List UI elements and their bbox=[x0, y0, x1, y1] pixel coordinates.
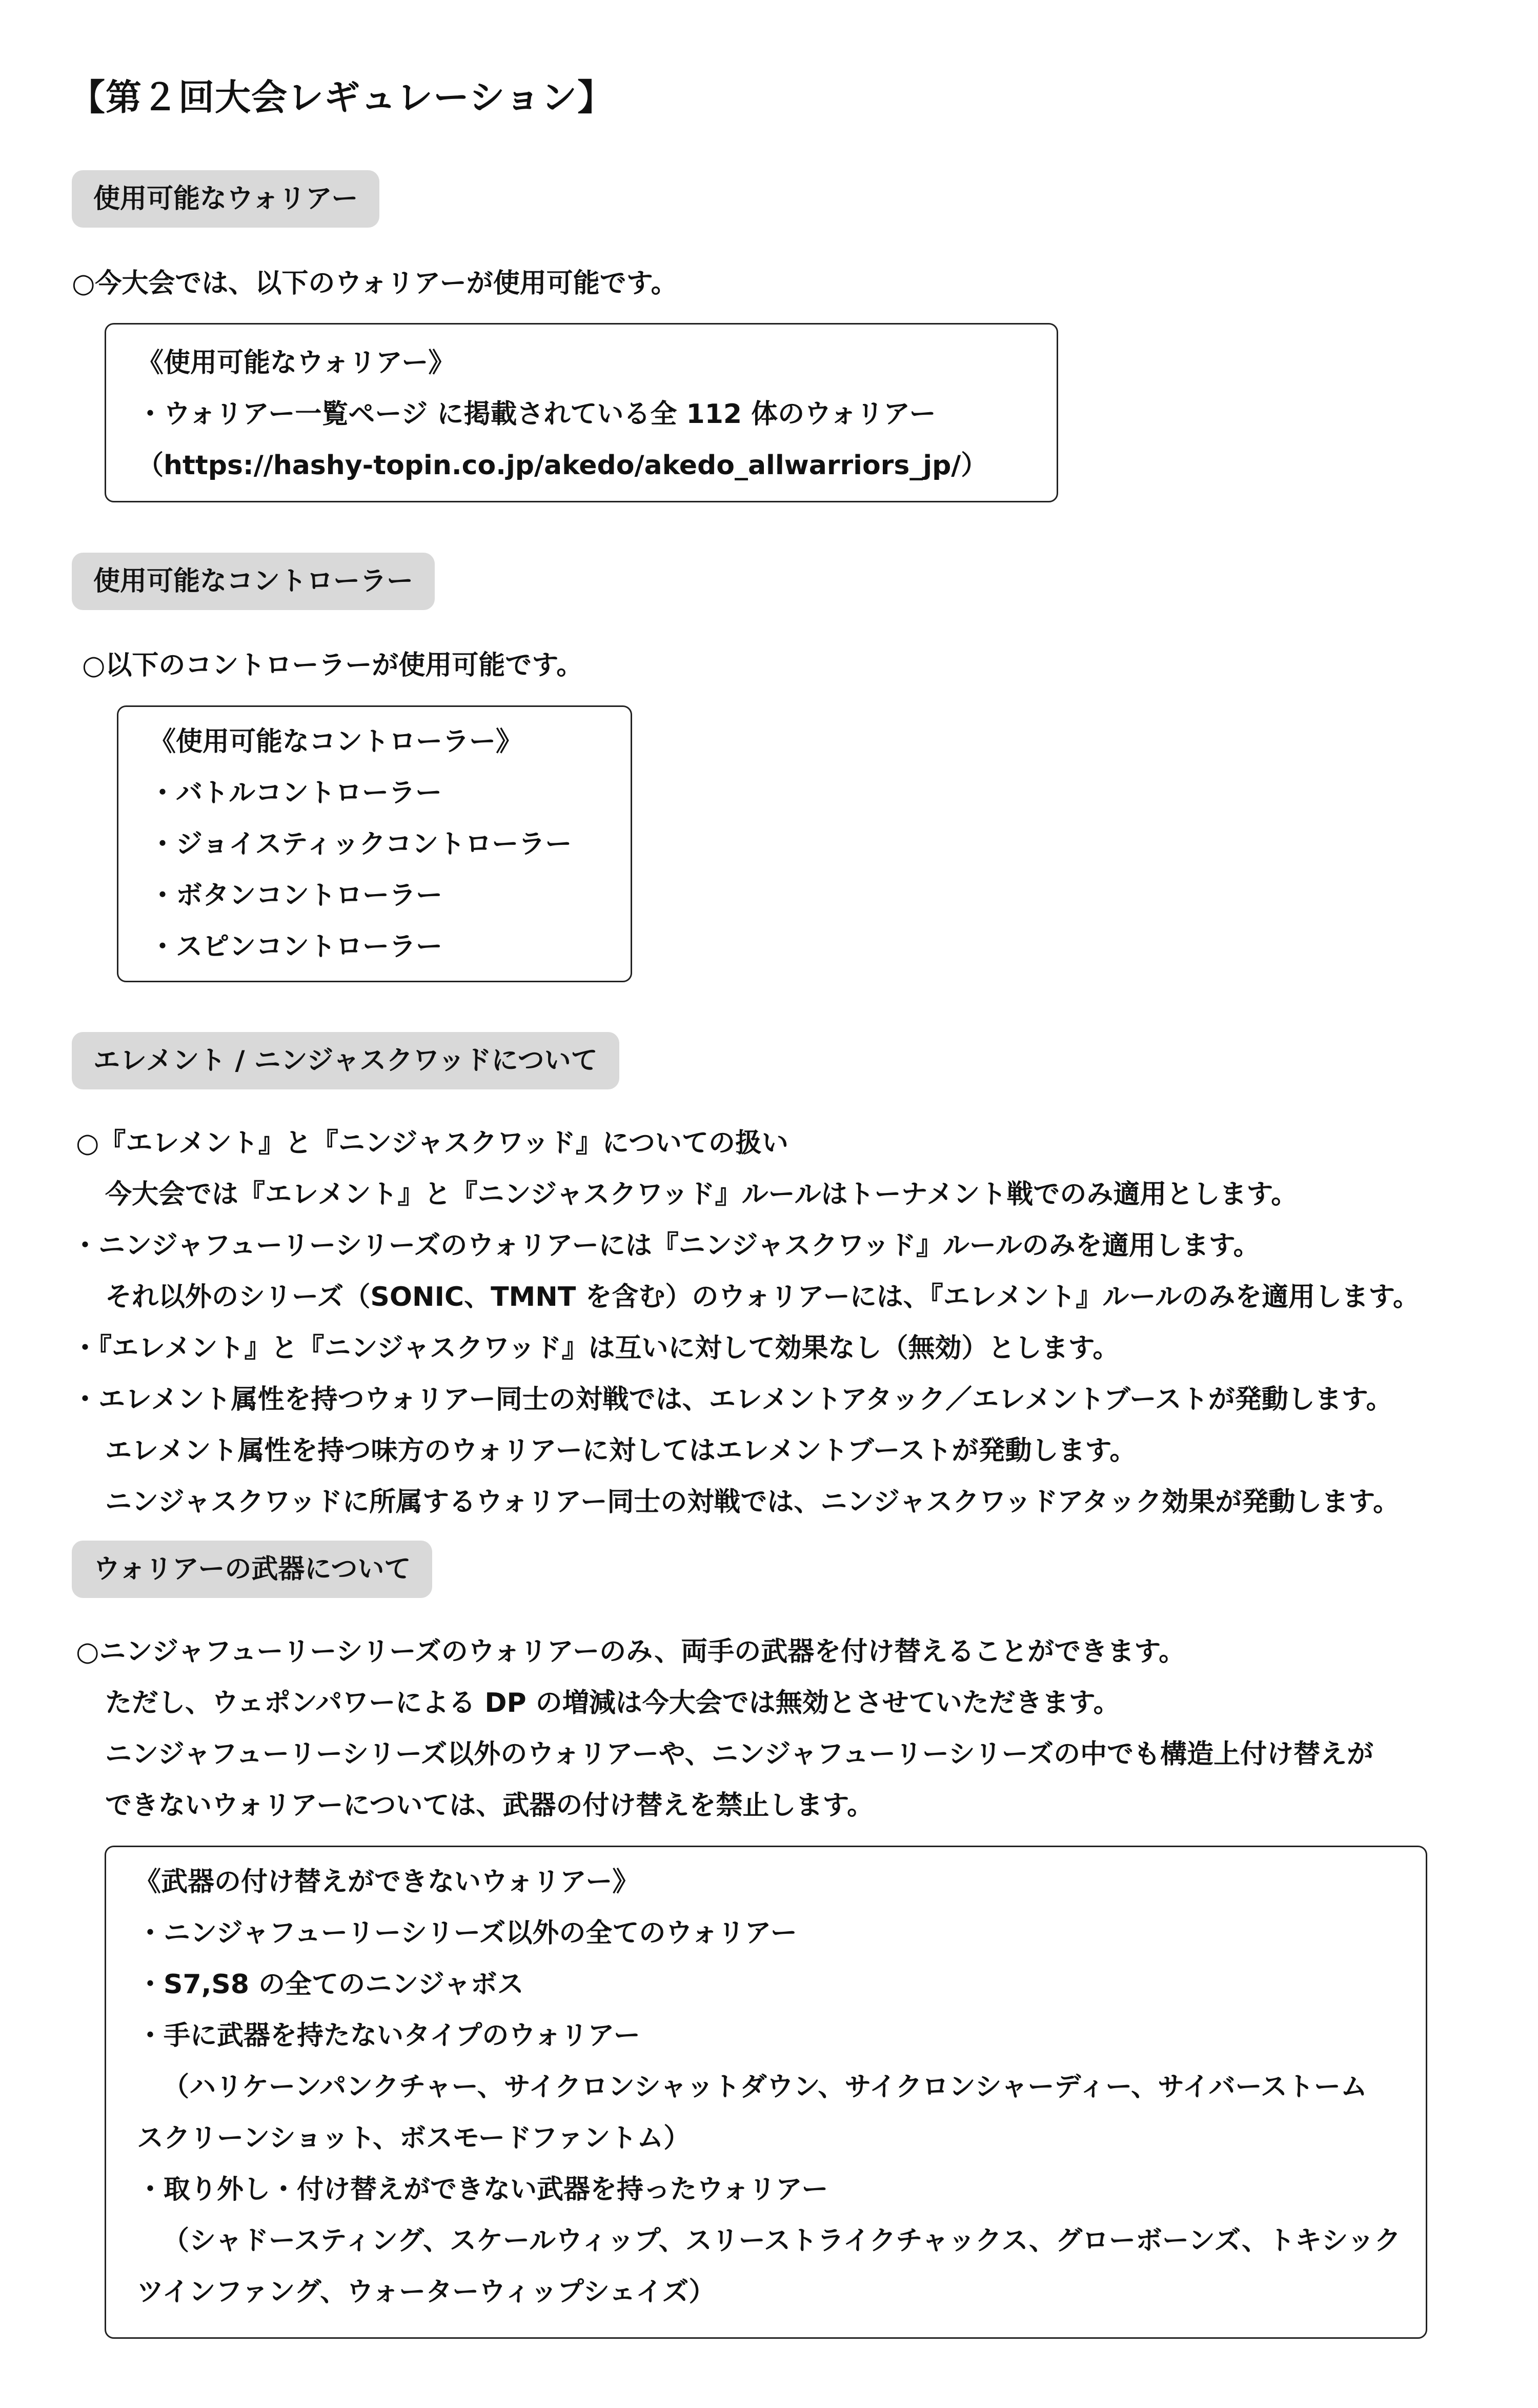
warriors-box-url: （https://hashy-topin.co.jp/akedo/akedo_allwarriors_jp/） bbox=[137, 450, 988, 481]
list-item: （ハリケーンパンクチャー、サイクロンシャットダウン、サイクロンシャーディー、サイバーストーム bbox=[163, 2072, 1367, 2102]
page-title: 【第２回大会レギュレーション】 bbox=[69, 76, 614, 118]
weapons-line: ○ニンジャフューリーシリーズのウォリアーのみ、両手の武器を付け替えることができます。 bbox=[76, 1636, 1186, 1667]
weapons-line: できないウォリアーについては、武器の付け替えを禁止します。 bbox=[105, 1790, 874, 1821]
element-line: ○『エレメント』と『ニンジャスクワッド』についての扱い bbox=[76, 1128, 788, 1159]
warriors-box-title: 《使用可能なウォリアー》 bbox=[137, 348, 455, 378]
list-item: スクリーンショット、ボスモードファントム） bbox=[137, 2123, 691, 2154]
element-line: ・ニンジャフューリーシリーズのウォリアーには『ニンジャスクワッド』ルールのみを適用します。 bbox=[72, 1230, 1260, 1261]
element-line: ・エレメント属性を持つウォリアー同士の対戦では、エレメントアタック／エレメントブーストが発動します。 bbox=[72, 1384, 1393, 1415]
weapons-box bbox=[105, 1846, 1427, 2339]
weapons-line: ニンジャフューリーシリーズ以外のウォリアーや、ニンジャフューリーシリーズの中でも構造上付け替えが bbox=[105, 1739, 1374, 1770]
element-line: エレメント属性を持つ味方のウォリアーに対してはエレメントブーストが発動します。 bbox=[105, 1435, 1137, 1466]
list-item: ・ジョイスティックコントローラー bbox=[149, 829, 572, 860]
list-item: ツインファング、ウォーターウィップシェイズ） bbox=[137, 2277, 716, 2308]
section-heading-controllers: 使用可能なコントローラー bbox=[72, 553, 435, 610]
list-item: ・取り外し・付け替えができない武器を持ったウォリアー bbox=[137, 2174, 828, 2205]
warriors-box bbox=[105, 323, 1058, 502]
list-item: ・バトルコントローラー bbox=[149, 778, 442, 808]
list-item: （シャドースティング、スケールウィップ、スリーストライクチャックス、グローボーンズ、トキシック bbox=[163, 2225, 1401, 2256]
section-heading-warriors: 使用可能なウォリアー bbox=[72, 170, 379, 228]
warriors-intro: ○今大会では、以下のウォリアーが使用可能です。 bbox=[72, 268, 678, 299]
list-item: ・手に武器を持たないタイプのウォリアー bbox=[137, 2020, 640, 2051]
weapons-line: ただし、ウェポンパワーによる DP の増減は今大会では無効とさせていただきます。 bbox=[105, 1688, 1120, 1718]
list-item: ・ニンジャフューリーシリーズ以外の全てのウォリアー bbox=[137, 1918, 797, 1949]
controllers-box-title: 《使用可能なコントローラー》 bbox=[149, 726, 523, 757]
section-heading-element: エレメント / ニンジャスクワッドについて bbox=[72, 1032, 619, 1089]
controllers-box bbox=[117, 705, 632, 982]
list-item: ・ボタンコントローラー bbox=[149, 880, 443, 911]
weapons-box-title: 《武器の付け替えができないウォリアー》 bbox=[134, 1867, 639, 1897]
element-line: ・『エレメント』と『ニンジャスクワッド』は互いに対して効果なし（無効）とします。 bbox=[72, 1333, 1120, 1364]
element-line: ニンジャスクワッドに所属するウォリアー同士の対戦では、ニンジャスクワッドアタック効果が発動します。 bbox=[105, 1487, 1400, 1517]
warriors-box-line: ・ウォリアー一覧ページ に掲載されている全 112 体のウォリアー bbox=[137, 399, 936, 430]
list-item: ・S7,S8 の全てのニンジャボス bbox=[137, 1969, 524, 2000]
controllers-intro: ○以下のコントローラーが使用可能です。 bbox=[82, 650, 583, 681]
section-heading-weapons: ウォリアーの武器について bbox=[72, 1541, 432, 1598]
list-item: ・スピンコントローラー bbox=[149, 932, 443, 962]
element-line: 今大会では『エレメント』と『ニンジャスクワッド』ルールはトーナメント戦でのみ適用とします。 bbox=[105, 1179, 1298, 1210]
element-line: それ以外のシリーズ（SONIC、TMNT を含む）のウォリアーには、『エレメント』ルールのみを適用します。 bbox=[105, 1282, 1420, 1312]
